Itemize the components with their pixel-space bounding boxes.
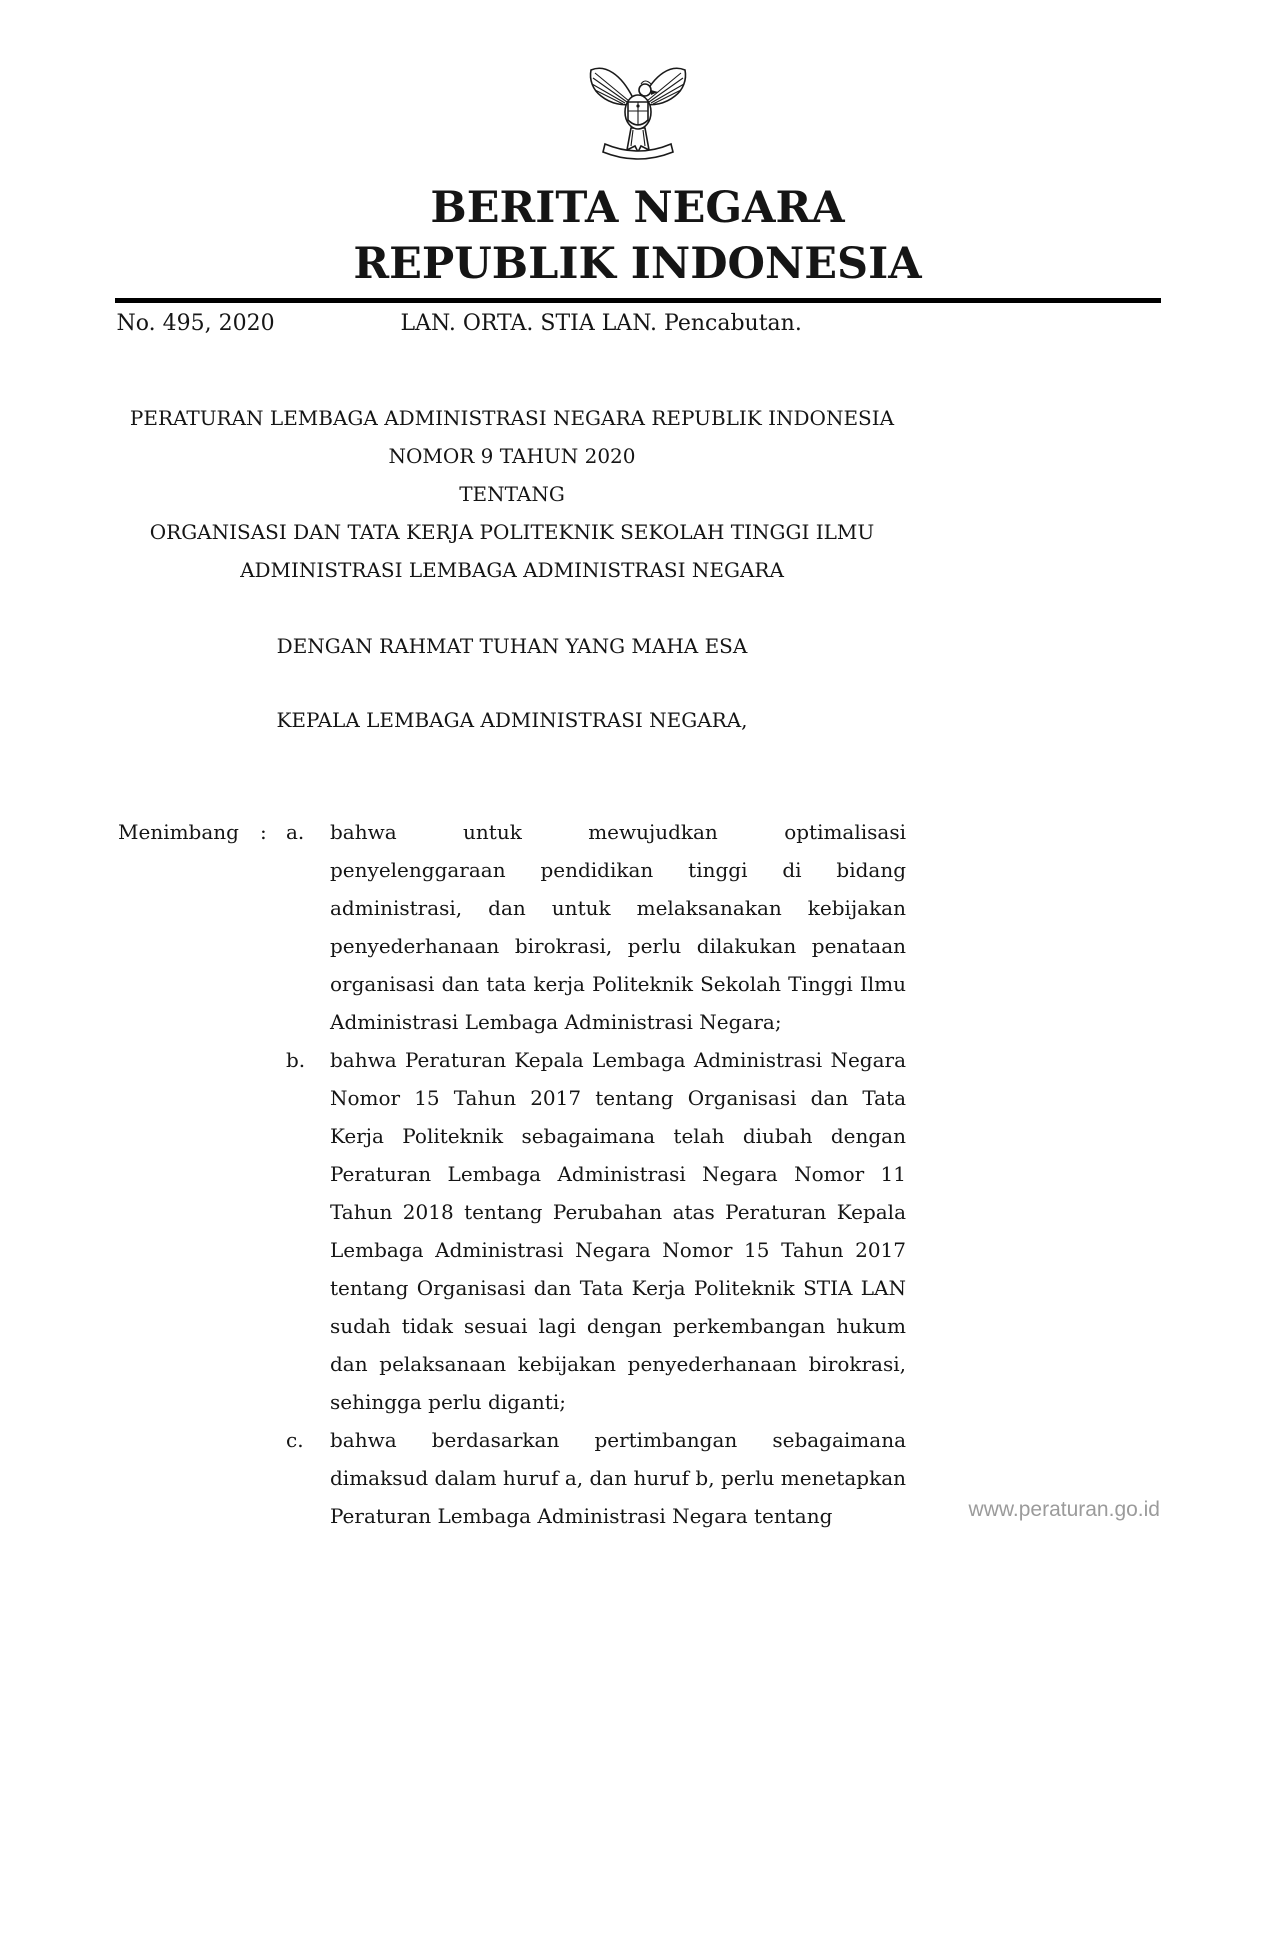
regulation-title-line: NOMOR 9 TAHUN 2020 <box>388 444 636 468</box>
item-letter: a. <box>286 820 305 844</box>
gazette-number: No. 495, 2020 <box>116 311 275 336</box>
consideration-item-a <box>118 813 906 1041</box>
document-body <box>118 399 906 1535</box>
consideration-item-c <box>118 1421 906 1535</box>
gazette-meta-row <box>115 311 1161 343</box>
item-letter: c. <box>286 1428 304 1452</box>
masthead-title-line2: REPUBLIK INDONESIA <box>353 239 922 289</box>
masthead-title-line1: BERITA NEGARA <box>430 183 845 233</box>
watermark: www.peraturan.go.id <box>968 1498 1160 1521</box>
regulation-title <box>118 399 906 589</box>
consideration-item-b <box>118 1041 906 1421</box>
item-text: bahwa untuk mewujudkan optimalisasi penyelenggaraan pendidikan tinggi di bidang administrasi, dan untuk melaksanakan kebijakan penyederhanaan birokrasi, perlu dilakukan penataan organisasi dan tata kerja Politeknik Sekolah Tinggi Ilmu Administrasi Lembaga Administrasi Negara; <box>330 820 906 1034</box>
regulation-title-line: ORGANISASI DAN TATA KERJA POLITEKNIK SEKOLAH TINGGI ILMU <box>149 520 875 544</box>
item-text: bahwa berdasarkan pertimbangan sebagaimana dimaksud dalam huruf a, dan huruf b, perlu menetapkan Peraturan Lembaga Administrasi Negara tentang <box>330 1428 906 1528</box>
regulation-title-line: TENTANG <box>459 482 565 506</box>
garuda-pancasila-emblem <box>583 40 693 166</box>
gazette-subject: LAN. ORTA. STIA LAN. Pencabutan. <box>400 311 802 336</box>
menimbang-colon: : <box>260 820 267 844</box>
menimbang-label: Menimbang <box>118 820 239 844</box>
regulation-title-line: PERATURAN LEMBAGA ADMINISTRASI NEGARA REPUBLIK INDONESIA <box>129 406 895 430</box>
masthead-divider <box>115 298 1161 303</box>
invocation-line: DENGAN RAHMAT TUHAN YANG MAHA ESA <box>276 634 748 658</box>
item-letter: b. <box>286 1048 306 1072</box>
item-text: bahwa Peraturan Kepala Lembaga Administrasi Negara Nomor 15 Tahun 2017 tentang Organisasi dan Tata Kerja Politeknik sebagaimana telah diubah dengan Peraturan Lembaga Administrasi Negara Nomor 11 Tahun 2018 tentang Perubahan atas Peraturan Kepala Lembaga Administrasi Negara Nomor 15 Tahun 2017 tentang Organisasi dan Tata Kerja Politeknik STIA LAN sudah tidak sesuai lagi dengan perkembangan hukum dan pelaksanaan kebijakan penyederhanaan birokrasi, sehingga perlu diganti; <box>330 1048 906 1414</box>
masthead <box>0 180 1275 292</box>
considerations-section <box>118 813 906 1535</box>
issuing-official-line: KEPALA LEMBAGA ADMINISTRASI NEGARA, <box>276 708 748 732</box>
regulation-title-line: ADMINISTRASI LEMBAGA ADMINISTRASI NEGARA <box>240 558 784 582</box>
